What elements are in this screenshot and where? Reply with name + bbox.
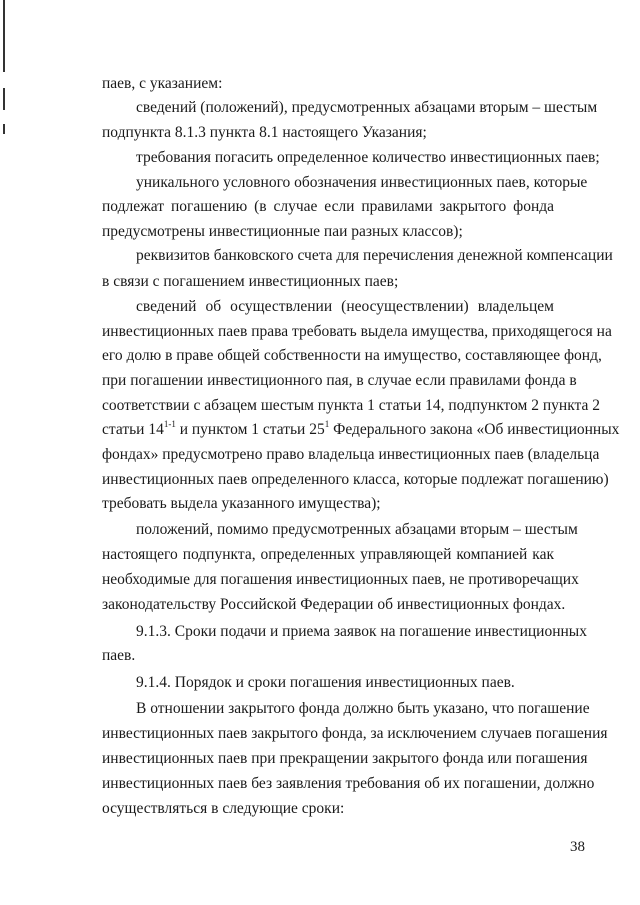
- text-line: подлежат погашению (в случае если правилами закрытого фонда: [102, 198, 554, 215]
- section-heading-continued: паев.: [102, 647, 136, 664]
- scan-margin-mark: [3, 88, 5, 110]
- text-line: сведений (положений), предусмотренных абзацами вторым – шестым: [136, 99, 598, 116]
- text-line: требования погасить определенное количество инвестиционных паев;: [136, 149, 600, 166]
- text-line: необходимые для погашения инвестиционных паев, не противоречащих: [102, 571, 579, 588]
- scan-margin-mark: [3, 124, 5, 134]
- text-segment: статьи 14: [102, 421, 164, 438]
- text-line: В отношении закрытого фонда должно быть указано, что погашение: [136, 700, 590, 717]
- text-line: положений, помимо предусмотренных абзацами вторым – шестым: [136, 521, 578, 538]
- text-line: инвестиционных паев при прекращении закрытого фонда или погашения: [102, 750, 588, 767]
- text-line: фондах» предусмотрено право владельца инвестиционных паев (владельца: [102, 446, 600, 463]
- text-line: паев, с указанием:: [102, 75, 223, 92]
- text-line: требовать выдела указанного имущества);: [102, 495, 381, 512]
- text-line-with-superscripts: [102, 418, 620, 440]
- text-line: при погашении инвестиционного пая, в случае если правилами фонда в: [102, 372, 577, 389]
- text-line: законодательству Российской Федерации об инвестиционных фондах.: [102, 596, 566, 613]
- text-line: инвестиционных паев определенного класса, которые подлежат погашению): [102, 471, 609, 488]
- text-line: уникального условного обозначения инвестиционных паев, которые: [136, 174, 588, 191]
- section-heading: 9.1.4. Порядок и сроки погашения инвестиционных паев.: [136, 674, 515, 691]
- text-line: инвестиционных паев без заявления требования об их погашении, должно: [102, 775, 595, 792]
- superscript: 1: [324, 418, 330, 429]
- scan-margin-mark: [3, 0, 5, 72]
- text-line: его долю в праве общей собственности на имущество, составляющее фонд,: [102, 347, 602, 364]
- text-line: настоящего подпункта, определенных управляющей компанией как: [102, 546, 554, 563]
- text-line: инвестиционных паев закрытого фонда, за исключением случаев погашения: [102, 725, 608, 742]
- text-line: соответствии с абзацем шестым пункта 1 статьи 14, подпунктом 2 пункта 2: [102, 397, 600, 414]
- page-number: 38: [570, 839, 585, 855]
- section-heading: 9.1.3. Сроки подачи и приема заявок на погашение инвестиционных: [136, 623, 587, 640]
- text-line: подпункта 8.1.3 пункта 8.1 настоящего Указания;: [102, 124, 427, 141]
- text-line: сведений об осуществлении (неосуществлении) владельцем: [136, 298, 554, 315]
- text-segment: Федерального закона «Об инвестиционных: [329, 421, 620, 438]
- text-line: реквизитов банковского счета для перечисления денежной компенсации: [136, 247, 613, 264]
- text-line: в связи с погашением инвестиционных паев;: [102, 273, 399, 290]
- text-line: предусмотрены инвестиционные паи разных классов);: [102, 223, 463, 240]
- text-line: инвестиционных паев права требовать выдела имущества, приходящегося на: [102, 323, 612, 340]
- superscript: 1-1: [163, 418, 176, 429]
- text-line: осуществляться в следующие сроки:: [102, 800, 345, 817]
- text-segment: и пунктом 1 статьи 25: [175, 421, 325, 438]
